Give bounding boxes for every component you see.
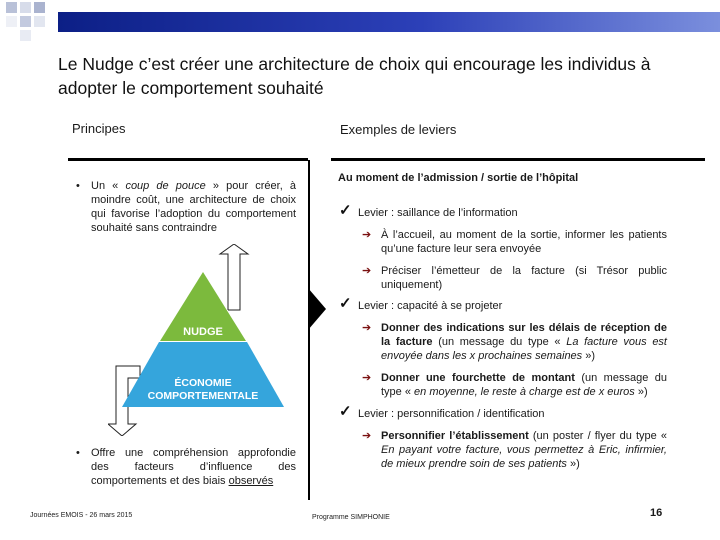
lever-2-item-2-end: ») (634, 386, 648, 398)
bullet1-post: » pour créer, à moindre coût, une architecture de choix qui favorise l’adoption du comportement souhaité sans contraindre (91, 180, 297, 234)
page-title: Le Nudge c’est créer une architecture de choix qui encourage les individus à adopter le comportement souhaité (58, 54, 651, 98)
pyramid-bottom-label-2: COMPORTEMENTALE (147, 390, 259, 402)
principe-bullet-2 (76, 446, 296, 488)
bullet2-pre: Offre une compréhension approfondie des facteurs d’influence des comportements et des biais (91, 447, 296, 487)
lever-2-item-1-end: ») (582, 350, 596, 362)
footer-center: Programme SIMPHONIE (312, 514, 390, 521)
lever-2-item-2-italic: en moyenne, le reste à charge est de x euros (414, 386, 635, 398)
bullet1-pre: Un « (91, 180, 126, 192)
nudge-pyramid-diagram (108, 244, 298, 436)
left-rule (68, 158, 308, 161)
principe-bullet-1 (76, 179, 296, 235)
lever-3-item-1-bold: Personnifier l’établissement (381, 430, 529, 442)
lever-2-item-2-bold: Donner une fourchette de montant (381, 372, 575, 384)
lever-3-item-1-italic: En payant votre facture, vous permettez à Eric, infirmier, de mieux prendre soin de ses patients (381, 444, 667, 470)
right-rule (331, 158, 705, 161)
bullet2-underlined: observés (228, 475, 274, 487)
lever-2-item-2-text: (un message du type « (381, 372, 668, 398)
principes-heading: Principes (72, 121, 126, 136)
arrow-right-icon: ➔ (362, 430, 372, 442)
arrow-right-icon: ➔ (362, 372, 372, 384)
lever-1-item-2-text: Préciser l’émetteur de la facture (si Trésor public uniquement) (381, 265, 667, 291)
page-number: 16 (650, 507, 663, 519)
checkmark-icon: ✓ (339, 403, 352, 420)
exemples-heading: Exemples de leviers (340, 122, 457, 137)
arrow-right-icon: ➔ (362, 322, 372, 334)
up-arrow-icon (220, 244, 248, 304)
bullet1-italic: coup de pouce (125, 180, 206, 192)
lever-3-item-1-end: ») (566, 458, 580, 470)
checkmark-icon: ✓ (339, 202, 352, 219)
column-divider (308, 160, 310, 500)
lever-3-label: Levier : personnification / identification (358, 408, 545, 420)
lever-1-item-1-text: À l’accueil, au moment de la sortie, informer les patients qu’une facture leur sera envoyée (381, 229, 667, 255)
lever-2-item-1-italic: La facture vous est envoyée dans les x prochaines semaines (381, 336, 667, 362)
footer-left: Journées EMOIS - 26 mars 2015 (30, 512, 133, 519)
lever-2-label: Levier : capacité à se projeter (358, 300, 503, 312)
lever-1-item-1 (381, 228, 667, 256)
pyramid-top-label: NUDGE (183, 326, 223, 338)
arrow-right-icon: ➔ (362, 229, 372, 241)
bullet-dot: • (76, 180, 80, 192)
admission-subheading: Au moment de l’admission / sortie de l’hôpital (338, 172, 579, 184)
divider-arrow (306, 288, 328, 330)
lever-2-item-1-text: (un message du type « (432, 336, 567, 348)
bullet-dot: • (76, 447, 80, 459)
checkmark-icon: ✓ (339, 295, 352, 312)
lever-3-item-1 (381, 429, 667, 471)
lever-1-item-2 (381, 264, 667, 292)
lever-2-item-1-bold: Donner des indications sur les délais de réception de la facture (381, 322, 667, 348)
lever-1-label: Levier : saillance de l’information (358, 207, 518, 219)
header-bar (58, 12, 720, 32)
pyramid-bottom-label-1: ÉCONOMIE (174, 377, 232, 389)
lever-2-item-2 (381, 371, 667, 399)
lever-3-item-1-text: (un poster / flyer du type « (528, 430, 667, 442)
arrow-right-icon: ➔ (362, 265, 372, 277)
header-decoration (0, 0, 60, 48)
lever-2-item-1 (381, 321, 667, 363)
